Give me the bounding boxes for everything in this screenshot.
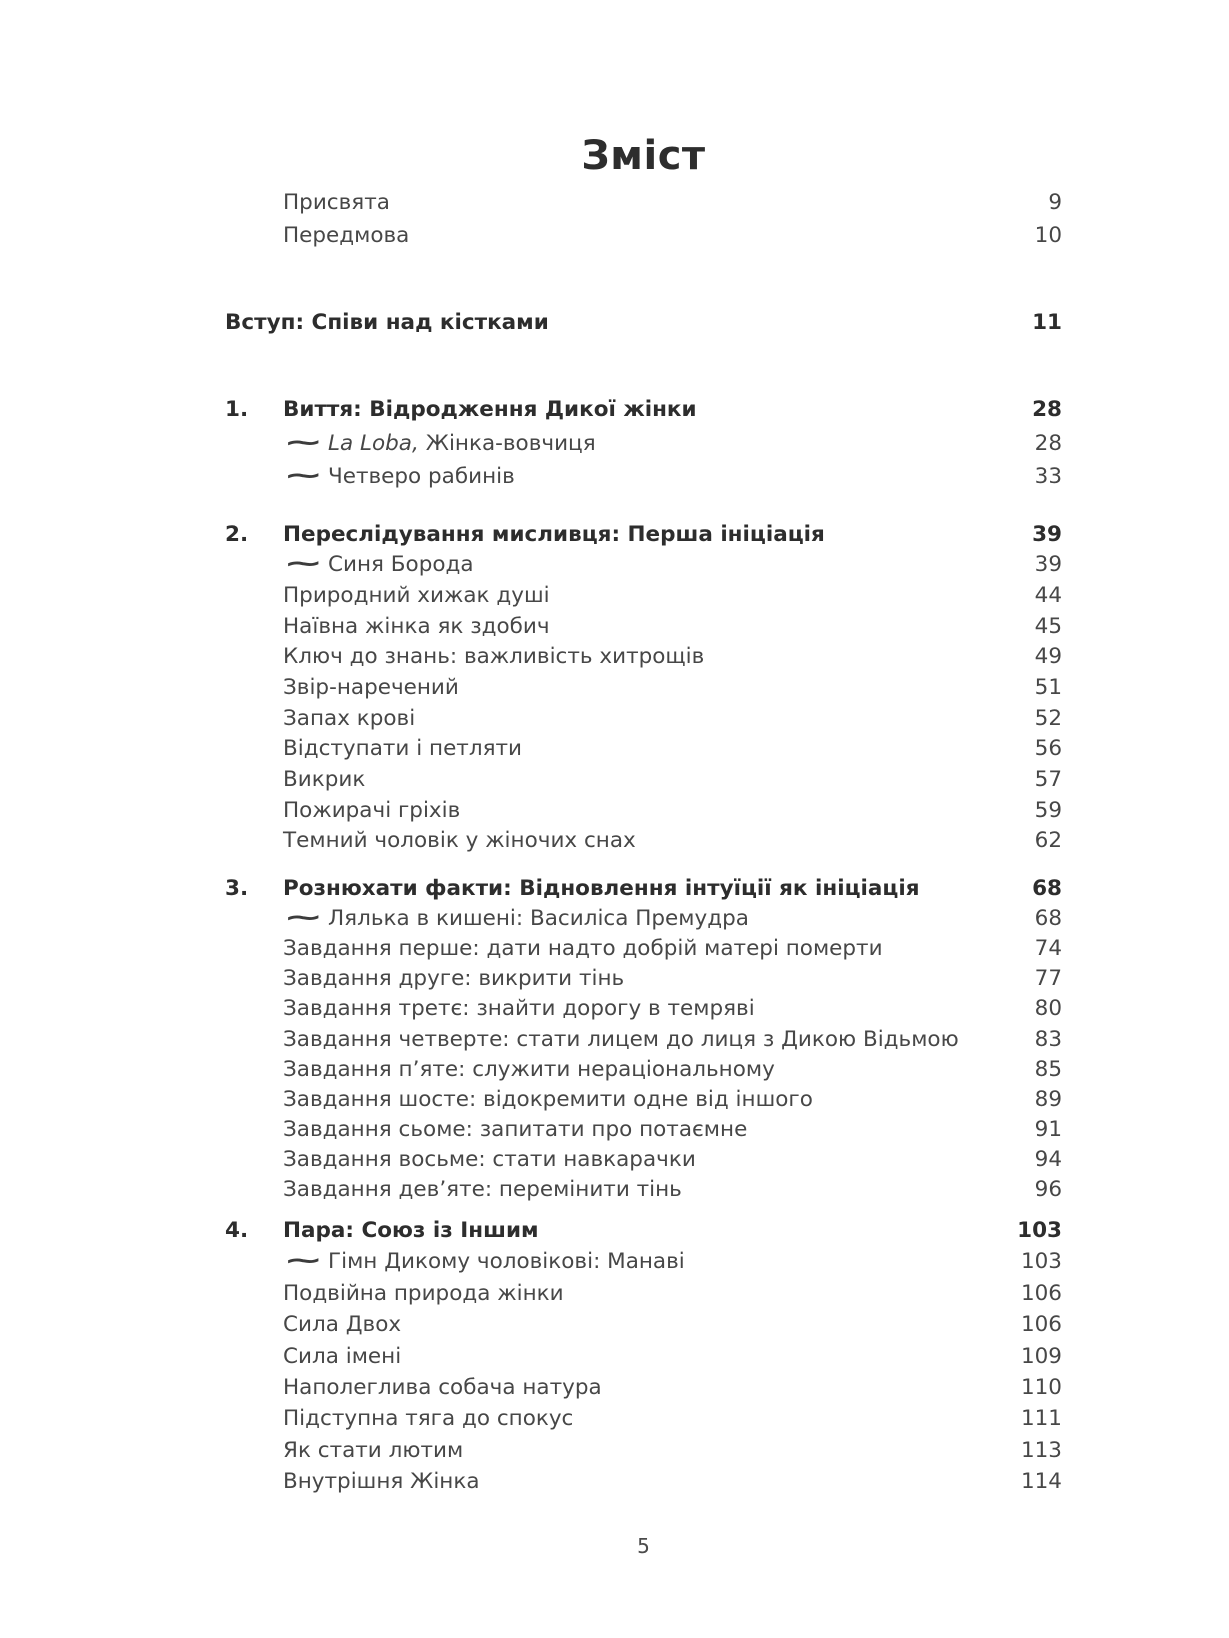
entry-page-number: 59	[1034, 797, 1062, 823]
entry-label-italic: La Loba,	[328, 430, 419, 456]
toc-entry-row	[225, 736, 1062, 767]
entry-label-group	[225, 1375, 602, 1401]
entry-label: Відступати і петляти	[283, 736, 523, 762]
toc-entry-row	[225, 614, 1062, 645]
entry-page-number: 11	[1032, 310, 1062, 335]
entry-label-wrap	[225, 1406, 573, 1432]
entry-label: Подвійна природа жінки	[283, 1280, 564, 1306]
entry-page-number: 45	[1034, 613, 1062, 639]
entry-label-wrap	[225, 583, 550, 609]
entry-label-group	[225, 1027, 959, 1053]
entry-label: Завдання шосте: відокремити одне від іншого	[283, 1086, 813, 1112]
entry-label: Як стати лютим	[283, 1437, 464, 1463]
entry-label: Наївна жінка як здобич	[283, 613, 550, 639]
entry-label-wrap	[225, 675, 459, 701]
entry-label: Завдання перше: дати надто добрій матері померти	[283, 936, 883, 962]
entry-page-number: 49	[1034, 644, 1062, 670]
entry-page-number: 74	[1034, 936, 1062, 962]
entry-page-number: 68	[1034, 906, 1062, 932]
entry-label-wrap	[225, 1147, 696, 1173]
toc-title: Зміст	[581, 133, 706, 179]
entry-page-number: 114	[1020, 1469, 1062, 1495]
entry-label-group	[225, 1147, 696, 1173]
entry-label: Жінка-вовчиця	[425, 430, 596, 456]
entry-label-wrap	[225, 1057, 775, 1083]
chapter-heading-row	[225, 876, 1062, 906]
entry-label: Завдання сьоме: запитати про потаємне	[283, 1116, 748, 1142]
chapter-heading-row	[225, 397, 1062, 431]
entry-page-number: 9	[1048, 190, 1062, 215]
swung-dash-icon: ~	[283, 1247, 324, 1276]
entry-label-group	[225, 461, 515, 491]
entry-label: Завдання друге: викрити тінь	[283, 966, 625, 992]
entry-label-wrap	[225, 798, 460, 824]
chapter-heading-row	[225, 522, 1062, 553]
entry-page-number: 33	[1034, 464, 1062, 489]
entry-label-wrap	[225, 644, 704, 670]
entry-label-group	[225, 522, 825, 548]
toc-entry-row	[225, 903, 1062, 936]
entry-page-number: 83	[1034, 1026, 1062, 1052]
toc-entry-row	[225, 1438, 1062, 1469]
entry-page-number: 96	[1034, 1177, 1062, 1202]
entry-label-wrap	[225, 706, 415, 732]
entry-label: Темний чоловік у жіночих снах	[283, 828, 636, 854]
toc-entry-row	[225, 675, 1062, 706]
swung-dash-icon: ~	[283, 428, 324, 457]
entry-label-group	[225, 1249, 685, 1275]
entry-page-number: 51	[1034, 674, 1062, 700]
entry-label-group	[225, 583, 550, 609]
entry-page-number: 110	[1020, 1375, 1062, 1401]
chapter-section	[225, 397, 1062, 498]
entry-label-group	[225, 190, 390, 216]
entry-label-wrap	[225, 828, 636, 854]
toc-entry-row	[225, 1312, 1062, 1343]
entry-label-group	[225, 310, 549, 336]
entry-label-wrap	[225, 903, 749, 933]
toc-entry-row	[225, 966, 1062, 996]
front-matter-entry	[225, 190, 1062, 223]
introduction-entry	[225, 310, 1062, 343]
entry-label-group	[225, 675, 459, 701]
chapter-number: 4.	[225, 1218, 249, 1244]
entry-label: Підступна тяга до спокус	[283, 1406, 574, 1432]
entry-label: Завдання дев’яте: перемінити тінь	[283, 1177, 682, 1202]
toc-entry-row	[225, 1469, 1062, 1500]
entry-page-number: 56	[1034, 736, 1062, 762]
entry-page-number: 10	[1034, 223, 1062, 248]
entry-page-number: 62	[1034, 828, 1062, 854]
entry-label-group	[225, 1218, 539, 1244]
entry-label: Присвята	[283, 190, 390, 215]
entry-label-group	[225, 876, 920, 902]
toc-content	[225, 0, 1062, 1501]
chapter-number: 3.	[225, 876, 249, 902]
chapter-section	[225, 522, 1062, 860]
entry-page-number: 111	[1020, 1406, 1062, 1432]
chapter-title: Виття: Відродження Дикої жінки	[283, 397, 697, 422]
entry-label-wrap	[225, 966, 624, 992]
entry-page-number: 113	[1020, 1437, 1062, 1463]
entry-label-group	[225, 223, 409, 249]
chapter-number: 1.	[225, 397, 249, 422]
toc-entry-row	[225, 1117, 1062, 1147]
entry-label: Внутрішня Жінка	[283, 1469, 480, 1495]
entry-label-group	[225, 798, 460, 824]
entry-label-group	[225, 1177, 682, 1203]
entry-label-wrap	[225, 1087, 813, 1113]
entry-label: Звір-наречений	[283, 674, 459, 700]
toc-entry-row	[225, 583, 1062, 614]
entry-label-group	[225, 1406, 573, 1432]
entry-label-wrap	[225, 767, 365, 793]
entry-page-number: 103	[1017, 1218, 1062, 1244]
toc-entry-row	[225, 1406, 1062, 1437]
entry-label-wrap	[225, 614, 550, 640]
toc-entry-row	[225, 706, 1062, 737]
toc-entry-row	[225, 1249, 1062, 1280]
entry-page-number: 106	[1020, 1280, 1062, 1306]
entry-page-number: 57	[1034, 767, 1062, 792]
entry-label: Наполеглива собача натура	[283, 1375, 602, 1401]
chapter-section	[225, 876, 1062, 1207]
entry-label-wrap	[225, 1312, 401, 1338]
entry-page-number: 106	[1020, 1312, 1062, 1338]
entry-page-number: 109	[1020, 1343, 1062, 1369]
entry-page-number: 89	[1034, 1086, 1062, 1112]
entry-label: Завдання восьме: стати навкарачки	[283, 1146, 696, 1172]
entry-page-number: 39	[1032, 521, 1062, 547]
entry-label: Викрик	[283, 767, 366, 792]
entry-label-wrap	[225, 996, 755, 1022]
toc-entry-row	[225, 461, 1062, 498]
entry-label: Ключ до знань: важливість хитрощів	[283, 644, 705, 670]
entry-page-number: 39	[1034, 552, 1062, 578]
toc-entry-row	[225, 1147, 1062, 1177]
entry-page-number: 44	[1034, 582, 1062, 608]
entry-label-wrap	[225, 936, 883, 962]
entry-label-group	[225, 706, 415, 732]
entry-label-group	[225, 736, 522, 762]
toc-list	[225, 190, 1062, 1501]
entry-label: Завдання третє: знайти дорогу в темряві	[283, 996, 755, 1022]
entry-label: Природний хижак душі	[283, 582, 550, 608]
toc-entry-row	[225, 1281, 1062, 1312]
entry-label: Сила імені	[283, 1343, 402, 1369]
entry-label-group	[225, 614, 550, 640]
entry-page-number: 77	[1034, 966, 1062, 992]
entry-page-number: 28	[1032, 397, 1062, 422]
chapter-number: 2.	[225, 521, 249, 547]
chapter-title: Рознюхати факти: Відновлення інтуїції як ініціація	[283, 876, 920, 902]
entry-label-wrap	[225, 736, 522, 762]
entry-label: Завдання четверте: стати лицем до лиця з Дикою Відьмою	[283, 1026, 959, 1052]
toc-entry-row	[225, 644, 1062, 675]
entry-label-group	[225, 1087, 813, 1113]
toc-entry-row	[225, 1027, 1062, 1057]
toc-entry-row	[225, 798, 1062, 829]
toc-entry-row	[225, 936, 1062, 966]
entry-label: Лялька в кишені: Василіса Премудра	[328, 906, 749, 932]
entry-label: Синя Борода	[328, 552, 474, 578]
entry-label: Запах крові	[283, 705, 416, 731]
entry-page-number: 91	[1034, 1116, 1062, 1142]
chapter-section	[225, 1218, 1062, 1501]
toc-entry-row	[225, 1344, 1062, 1375]
entry-label: Завдання п’яте: служити нераціональному	[283, 1056, 775, 1082]
entry-label-wrap	[225, 1177, 682, 1203]
entry-label-wrap	[225, 1438, 463, 1464]
entry-page-number: 85	[1034, 1056, 1062, 1082]
entry-label-wrap	[225, 461, 515, 491]
entry-label: Четверо рабинів	[328, 464, 515, 489]
swung-dash-icon: ~	[283, 549, 324, 579]
entry-label-group	[225, 397, 697, 423]
entry-page-number: 28	[1034, 430, 1062, 456]
entry-label-group	[225, 1057, 775, 1083]
entry-label-group	[225, 1438, 463, 1464]
entry-label: Пожирачі гріхів	[283, 797, 461, 823]
entry-label-group	[225, 1281, 564, 1307]
entry-label-wrap	[225, 549, 474, 579]
toc-entry-row	[225, 1375, 1062, 1406]
entry-label-wrap	[225, 428, 596, 457]
entry-label-group	[225, 1312, 401, 1338]
entry-label-wrap	[225, 1344, 401, 1370]
entry-page-number: 68	[1032, 876, 1062, 902]
entry-label: Гімн Дикому чоловікові: Манаві	[328, 1249, 685, 1275]
entry-label-wrap	[225, 1281, 564, 1307]
entry-label-group	[225, 966, 624, 992]
entry-label-wrap	[225, 1117, 747, 1143]
entry-label-wrap	[225, 1027, 959, 1053]
entry-label-group	[225, 936, 883, 962]
toc-entry-row	[225, 1177, 1062, 1207]
entry-label-wrap	[225, 1469, 480, 1495]
swung-dash-icon: ~	[283, 461, 324, 491]
entry-label-group	[225, 903, 749, 933]
page-number-footer: 5	[637, 1534, 650, 1558]
toc-entry-row	[225, 828, 1062, 859]
toc-entry-row	[225, 428, 1062, 465]
entry-page-number: 94	[1034, 1146, 1062, 1172]
entry-page-number: 103	[1020, 1249, 1062, 1275]
swung-dash-icon: ~	[283, 903, 324, 933]
front-matter-entry	[225, 223, 1062, 256]
chapter-heading-row	[225, 1218, 1062, 1249]
entry-label-wrap	[225, 1375, 602, 1401]
entry-label-wrap	[225, 1249, 685, 1275]
entry-label-group	[225, 549, 474, 579]
entry-label-group	[225, 828, 636, 854]
entry-label-group	[225, 767, 365, 793]
entry-label: Сила Двох	[283, 1312, 402, 1338]
toc-entry-row	[225, 767, 1062, 798]
entry-label-group	[225, 1117, 747, 1143]
chapter-title: Переслідування мисливця: Перша ініціація	[283, 521, 825, 547]
chapter-title: Пара: Союз із Іншим	[283, 1218, 539, 1244]
entry-label-group	[225, 1469, 480, 1495]
toc-entry-row	[225, 996, 1062, 1026]
entry-label-group	[225, 1344, 401, 1370]
entry-label-group	[225, 996, 755, 1022]
toc-entry-row	[225, 1087, 1062, 1117]
toc-entry-row	[225, 1057, 1062, 1087]
entry-label-group	[225, 644, 704, 670]
entry-label: Передмова	[283, 223, 410, 248]
entry-page-number: 80	[1034, 996, 1062, 1022]
entry-page-number: 52	[1034, 705, 1062, 731]
toc-entry-row	[225, 549, 1062, 583]
entry-label-group	[225, 428, 596, 457]
entry-label: Вступ: Співи над кістками	[225, 310, 549, 335]
